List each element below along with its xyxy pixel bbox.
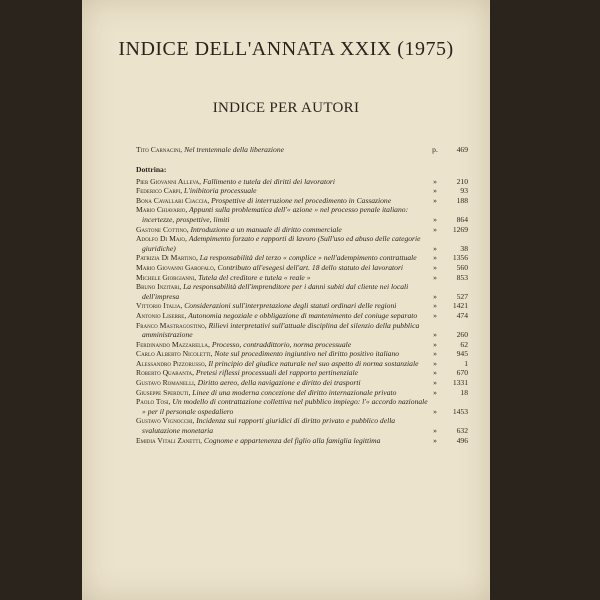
entry-author: Mario Giovanni Garofalo [136, 262, 214, 272]
entry-mark: » [433, 330, 437, 340]
entry-list [136, 177, 468, 446]
entry-title: Cognome e appartenenza del figlio alla famiglia legittima [203, 435, 381, 445]
entry-title: Contributo all'esegesi dell'art. 18 dello statuto dei lavoratori [217, 262, 404, 272]
index-entry: Antonio Liserre, Autonomia negoziale e obbligazione di mantenimento del coniuge separato » 474 [136, 310, 468, 320]
entry-page: 1453 [452, 406, 468, 416]
entry-mark: » [433, 349, 437, 359]
entry-title: Un modello di contrattazione collettiva nel pubblico impiego: l'« accordo nazionale » per il personale ospedaliero [142, 397, 428, 416]
entry-mark: » [433, 176, 437, 186]
entry-page: 18 [460, 387, 468, 397]
entry-mark: » [433, 310, 437, 320]
entry-mark: » [433, 426, 437, 436]
index-entry: Adolfo Di Majo, Adempimento forzato e rapporti di lavoro (Sull'uso ed abuso delle categorie giuridiche) » 38 [136, 234, 468, 253]
entry-mark: » [433, 368, 437, 378]
entry-title: Linee di una moderna concezione del diritto internazionale privato [192, 387, 397, 397]
entry-page: 93 [460, 186, 468, 196]
index-entry: Gastone Cottino, Introduzione a un manuale di diritto commerciale » 1269 [136, 224, 468, 234]
index-entry: Giuseppe Sperduti, Linee di una moderna concezione del diritto internazionale privato » 18 [136, 387, 468, 397]
entry-page: 188 [456, 195, 468, 205]
index-entry: Emidia Vitali Zanetti, Cognome e appartenenza del figlio alla famiglia legittima » 496 [136, 435, 468, 445]
entry-mark: » [433, 186, 437, 196]
intro-entry: Tito Carnacini, Nel trentennale della liberazione p. 469 [136, 145, 468, 154]
index-entry: Michele Giorgianni, Tutela del creditore e tutela « reale » » 853 [136, 272, 468, 282]
entry-author: Alessandro Pizzorusso [136, 358, 205, 368]
entry-page: 670 [456, 368, 468, 378]
entry-mark: » [433, 224, 437, 234]
index-entry: Mario Giovanni Garofalo, Contributo all'esegesi dell'art. 18 dello statuto dei lavoratori » 560 [136, 262, 468, 272]
entry-page: 864 [456, 214, 468, 224]
book-page [82, 0, 490, 600]
entry-mark: » [433, 243, 437, 253]
entry-title: Introduzione a un manuale di diritto commerciale [190, 224, 342, 234]
entry-author: Giuseppe Sperduti [136, 387, 189, 397]
entry-page: 1 [464, 358, 468, 368]
entry-author: Bruno Inzitari [136, 282, 180, 292]
entry-author: Emidia Vitali Zanetti [136, 435, 201, 445]
entry-title: La responsabilità dell'imprenditore per i danni subiti dal cliente nei locali dell'impresa [142, 282, 409, 301]
entry-author: Carlo Alberto Nicoletti [136, 349, 211, 359]
index-entry: Bruno Inzitari, La responsabilità dell'imprenditore per i danni subiti dal cliente nei locali dell'impresa » 527 [136, 282, 468, 301]
entry-author: Patrizia Di Martino [136, 253, 196, 263]
index-entry: Ferdinando Mazzarella, Processo, contraddittorio, norma processuale » 62 [136, 339, 468, 349]
entry-title: Processo, contraddittorio, norma processuale [211, 339, 352, 349]
section-label: Dottrina: [136, 164, 167, 174]
index-entry: Vittorio Italia, Considerazioni sull'interpretazione degli statuti ordinari delle regioni » 1421 [136, 301, 468, 311]
entry-title: Tutela del creditore e tutela « reale » [198, 272, 311, 282]
entry-author: Bona Cavallari Ciaccia [136, 195, 208, 205]
entry-author: Mario Chiavario [136, 205, 186, 215]
entry-page: 1269 [452, 224, 468, 234]
entry-title: Rilievi interpretativi sull'attuale disciplina del silenzio della pubblica amministrazione [142, 320, 420, 340]
page-title: INDICE DELL'ANNATA XXIX (1975) [118, 38, 454, 60]
entry-author: Vittorio Italia [136, 301, 181, 311]
entry-mark: » [433, 378, 437, 388]
entry-mark: » [433, 272, 437, 282]
entry-mark: » [433, 387, 437, 397]
entry-author: Adolfo Di Majo [136, 234, 186, 244]
entry-page: 62 [460, 339, 468, 349]
entry-page: 38 [460, 243, 468, 253]
entry-title: Prospettive di interruzione nel procedimento in Cassazione [211, 195, 392, 205]
entry-title: Nel trentennale della liberazione [184, 145, 284, 154]
entry-page: 945 [456, 349, 468, 359]
entry-mark: » [433, 262, 437, 272]
entry-mark: » [433, 435, 437, 445]
index-entry: Pier Giovanni Alleva, Fallimento e tutela dei diritti dei lavoratori » 210 [136, 176, 468, 186]
entry-page: 1331 [452, 378, 468, 388]
entry-author: Antonio Liserre [136, 310, 185, 320]
author-index [136, 145, 468, 445]
entry-title: L'inibitoria processuale [184, 186, 257, 196]
entry-author: Roberto Quaranta [136, 368, 193, 378]
entry-mark: » [433, 214, 437, 224]
entry-page: 1356 [452, 253, 468, 263]
entry-page: 632 [456, 426, 468, 436]
entry-mark: » [433, 358, 437, 368]
entry-title: Adempimento forzato e rapporti di lavoro (Sull'uso ed abuso delle categorie giuridiche) [142, 234, 421, 253]
index-entry: Franco Mastragostino, Rilievi interpretativi sull'attuale disciplina del silenzio della pubblica amministrazione » 260 [136, 320, 468, 340]
entry-page: 527 [456, 291, 468, 301]
entry-mark: » [433, 301, 437, 311]
entry-mark: » [433, 195, 437, 205]
entry-mark: » [433, 339, 437, 349]
entry-author: Tito Carnacini [136, 145, 181, 154]
entry-author: Ferdinando Mazzarella [136, 339, 209, 349]
entry-title: Considerazioni sull'interpretazione degli statuti ordinari delle regioni [184, 301, 397, 311]
entry-mark: » [433, 291, 437, 301]
index-entry: Gustavo Vignocchi, Incidenza sui rapporti giuridici di diritto privato e pubblico della svalutazione monetaria » 632 [136, 416, 468, 436]
entry-mark: p. [432, 145, 438, 154]
entry-title: Incidenza sui rapporti giuridici di diritto privato e pubblico della svalutazione monetaria [142, 416, 396, 436]
entry-mark: » [433, 253, 437, 263]
entry-author: Gustavo Romanelli [136, 378, 194, 388]
entry-author: Gastone Cottino [136, 224, 187, 234]
index-entry: Alessandro Pizzorusso, Il principio del giudice naturale nel suo aspetto di norma sostanziale » 1 [136, 358, 468, 368]
entry-page: 469 [456, 145, 468, 154]
index-entry: Federico Carpi, L'inibitoria processuale » 93 [136, 186, 468, 196]
section-title: INDICE PER AUTORI [212, 100, 360, 116]
entry-title: Appunti sulla problematica dell'« azione » nel processo penale italiano: incertezze, prospettive, limiti [142, 205, 409, 224]
entry-page: 560 [456, 262, 468, 272]
index-entry: Roberto Quaranta, Pretesi riflessi processuali del rapporto pertinenziale » 670 [136, 368, 468, 378]
entry-page: 260 [456, 330, 468, 340]
entry-title: Pretesi riflessi processuali del rapporto pertinenziale [195, 368, 358, 378]
entry-title: Autonomia negoziale e obbligazione di mantenimento del coniuge separato [188, 310, 418, 320]
entry-author: Franco Mastragostino [136, 320, 205, 330]
entry-author: Pier Giovanni Alleva [136, 176, 200, 186]
entry-author: Gustavo Vignocchi [136, 416, 193, 426]
entry-mark: » [433, 406, 437, 416]
entry-title: Note sul procedimento ingiuntivo nel diritto positivo italiano [214, 349, 400, 359]
entry-title: Il principio del giudice naturale nel suo aspetto di norma sostanziale [208, 358, 419, 368]
index-entry: Paolo Tosi, Un modello di contrattazione collettiva nel pubblico impiego: l'« accordo nazionale » per il personale ospedaliero » 1453 [136, 397, 468, 416]
entry-author: Paolo Tosi [136, 397, 169, 407]
entry-author: Michele Giorgianni [136, 272, 195, 282]
entry-title: La responsabilità del terzo « complice » nell'adempimento contrattuale [199, 253, 417, 263]
entry-author: Federico Carpi [136, 186, 181, 196]
index-entry: Carlo Alberto Nicoletti, Note sul procedimento ingiuntivo nel diritto positivo italiano » 945 [136, 349, 468, 359]
entry-page: 474 [456, 310, 468, 320]
entry-title: Fallimento e tutela dei diritti dei lavoratori [202, 176, 335, 186]
entry-page: 853 [456, 272, 468, 282]
index-entry: Mario Chiavario, Appunti sulla problematica dell'« azione » nel processo penale italiano: incertezze, prospettive, limiti » 864 [136, 205, 468, 224]
index-entry: Gustavo Romanelli, Diritto aereo, della navigazione e diritto dei trasporti » 1331 [136, 378, 468, 388]
entry-page: 1421 [452, 301, 468, 311]
entry-page: 496 [456, 435, 468, 445]
entry-page: 210 [456, 176, 468, 186]
index-entry: Patrizia Di Martino, La responsabilità del terzo « complice » nell'adempimento contrattuale » 1356 [136, 253, 468, 263]
entry-title: Diritto aereo, della navigazione e diritto dei trasporti [197, 378, 361, 388]
index-entry: Bona Cavallari Ciaccia, Prospettive di interruzione nel procedimento in Cassazione » 188 [136, 195, 468, 205]
